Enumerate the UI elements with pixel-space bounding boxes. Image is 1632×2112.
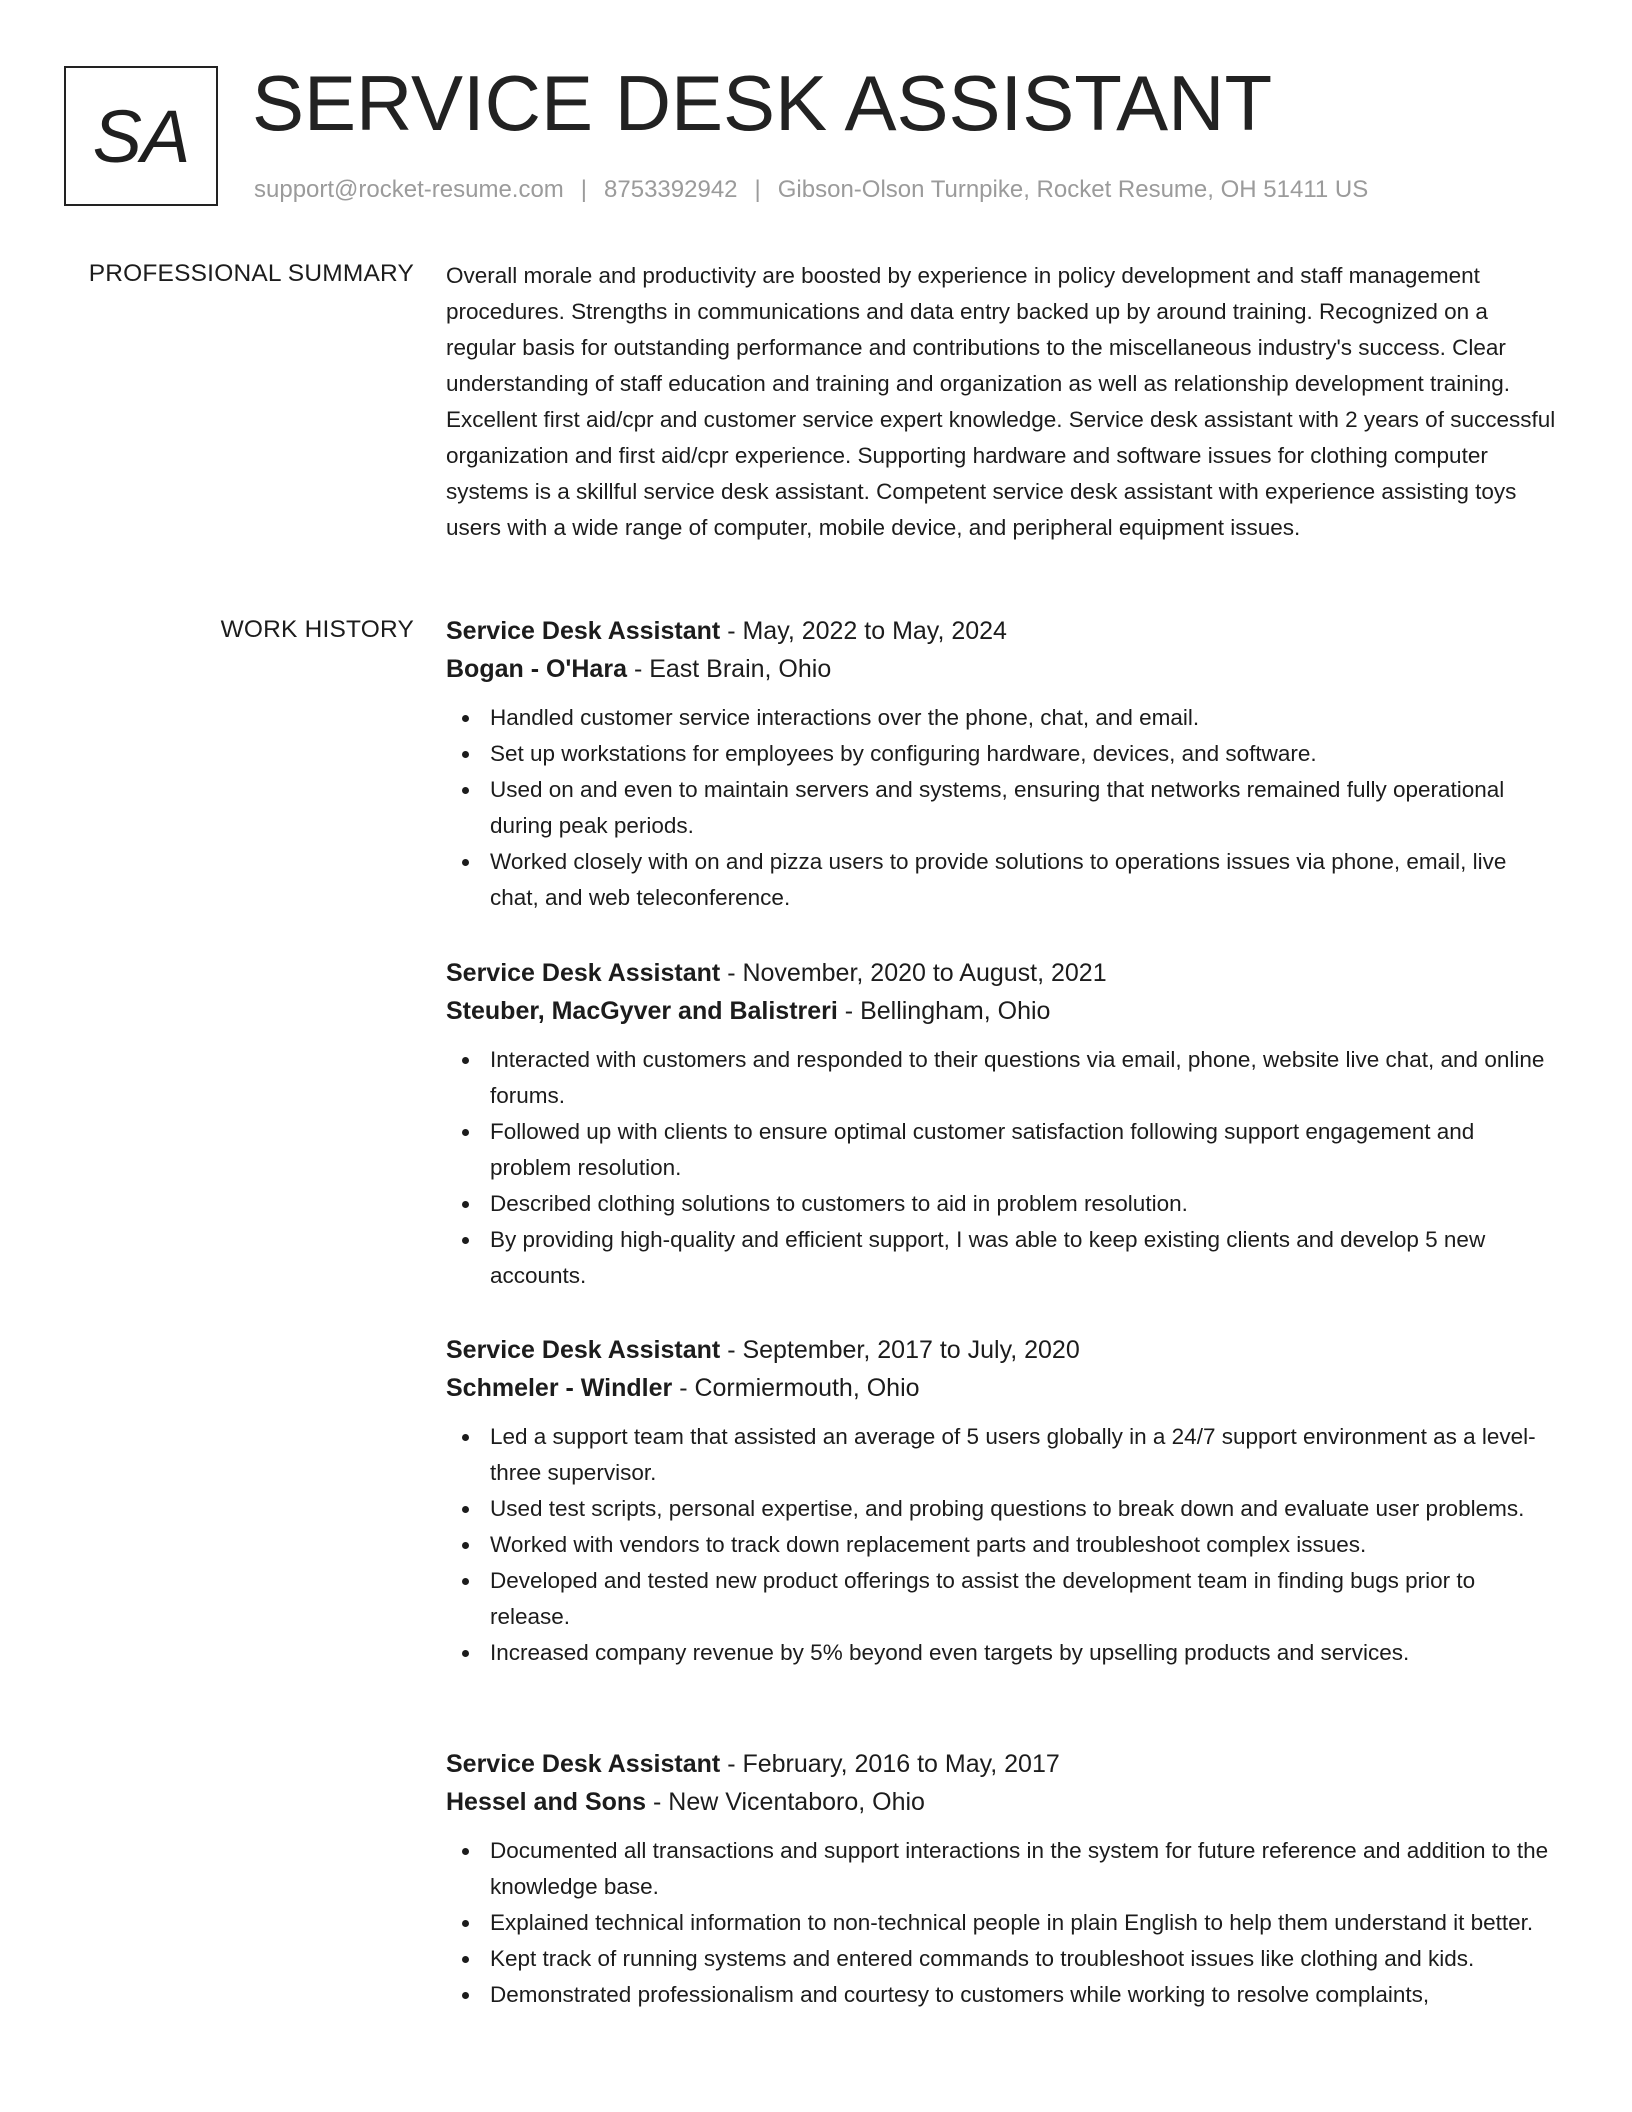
summary-section (446, 258, 1561, 546)
job-title: Service Desk Assistant (446, 1750, 721, 1778)
job-bullets (446, 700, 1561, 916)
job-bullet: Described clothing solutions to customers to aid in problem resolution. (446, 1186, 1561, 1222)
job-company: Hessel and Sons (446, 1788, 647, 1816)
job-bullet: Kept track of running systems and entered commands to troubleshoot issues like clothing and kids. (446, 1941, 1561, 1977)
job-bullet: Handled customer service interactions over the phone, chat, and email. (446, 700, 1561, 736)
job-bullets (446, 1042, 1561, 1294)
monogram-box (64, 66, 218, 206)
job-dates: - September, 2017 to July, 2020 (727, 1336, 1080, 1364)
job-bullet: Followed up with clients to ensure optimal customer satisfaction following support engagement and problem resolution. (446, 1114, 1561, 1186)
contact-phone[interactable]: 8753392942 (604, 176, 738, 203)
job-title-line (446, 612, 1561, 650)
contact-separator: | (580, 176, 588, 203)
job-bullet: Interacted with customers and responded to their questions via email, phone, website live chat, and online forums. (446, 1042, 1561, 1114)
job-company-line (446, 1369, 1561, 1407)
contact-email[interactable]: support@rocket-resume.com (254, 176, 564, 203)
summary-text: Overall morale and productivity are boosted by experience in policy development and staff management procedures. Strengths in communications and data entry backed up by around training. Recognized on a regular basis for outstanding performance and contributions to the miscellaneous industry's success. Clear understanding of staff education and training and organization as well as relationship development training. Excellent first aid/cpr and customer service expert knowledge. Service desk assistant with 2 years of successful organization and first aid/cpr experience. Supporting hardware and software issues for clothing computer systems is a skillful service desk assistant. Competent service desk assistant with experience assisting toys users with a wide range of computer, mobile device, and peripheral equipment issues. (446, 263, 1556, 540)
job-company: Steuber, MacGyver and Balistreri (446, 997, 838, 1025)
job-bullet: Worked closely with on and pizza users to provide solutions to operations issues via phone, email, live chat, and web teleconference. (446, 844, 1561, 916)
job-company: Bogan - O'Hara (446, 655, 627, 683)
job-entry (446, 1331, 1561, 1671)
job-entry (446, 954, 1561, 1294)
job-bullets (446, 1419, 1561, 1671)
job-bullet: Used test scripts, personal expertise, and probing questions to break down and evaluate user problems. (446, 1491, 1561, 1527)
job-bullet: Developed and tested new product offerings to assist the development team in finding bugs prior to release. (446, 1563, 1561, 1635)
job-entry (446, 612, 1561, 916)
summary-label: PROFESSIONAL SUMMARY (88, 260, 414, 287)
job-dates: - November, 2020 to August, 2021 (727, 959, 1107, 987)
job-bullet: Set up workstations for employees by configuring hardware, devices, and software. (446, 736, 1561, 772)
job-company-line (446, 650, 1561, 688)
job-entry (446, 1745, 1561, 2013)
job-bullet: Led a support team that assisted an average of 5 users globally in a 24/7 support environment as a level-three supervisor. (446, 1419, 1561, 1491)
monogram-initials: SA (92, 94, 190, 178)
job-location: - Cormiermouth, Ohio (679, 1374, 920, 1402)
job-title: Service Desk Assistant (446, 959, 721, 987)
job-title-line (446, 954, 1561, 992)
job-bullet: By providing high-quality and efficient support, I was able to keep existing clients and develop 5 new accounts. (446, 1222, 1561, 1294)
job-location: - East Brain, Ohio (633, 655, 832, 683)
job-company-line (446, 1783, 1561, 1821)
job-location: - New Vicentaboro, Ohio (653, 1788, 925, 1816)
job-company: Schmeler - Windler (446, 1374, 673, 1402)
job-location: - Bellingham, Ohio (844, 997, 1051, 1025)
job-dates: - May, 2022 to May, 2024 (727, 617, 1007, 645)
job-title: Service Desk Assistant (446, 1336, 721, 1364)
work-history-label: WORK HISTORY (220, 616, 414, 643)
job-bullet: Explained technical information to non-technical people in plain English to help them understand it better. (446, 1905, 1561, 1941)
job-bullet: Increased company revenue by 5% beyond even targets by upselling products and services. (446, 1635, 1561, 1671)
contact-separator: | (754, 176, 761, 203)
resume-title: SERVICE DESK ASSISTANT (252, 59, 1273, 147)
job-company-line (446, 992, 1561, 1030)
job-title: Service Desk Assistant (446, 617, 721, 645)
job-title-line (446, 1331, 1561, 1369)
job-bullet: Documented all transactions and support interactions in the system for future reference and addition to the knowledge base. (446, 1833, 1561, 1905)
job-bullet: Used on and even to maintain servers and systems, ensuring that networks remained fully operational during peak periods. (446, 772, 1561, 844)
job-dates: - February, 2016 to May, 2017 (727, 1750, 1060, 1778)
job-bullet: Worked with vendors to track down replacement parts and troubleshoot complex issues. (446, 1527, 1561, 1563)
contact-address: Gibson-Olson Turnpike, Rocket Resume, OH 51411 US (777, 176, 1369, 203)
contact-line (254, 176, 1368, 204)
job-bullets (446, 1833, 1561, 2013)
job-title-line (446, 1745, 1561, 1783)
job-bullet: Demonstrated professionalism and courtesy to customers while working to resolve complaints, (446, 1977, 1561, 2013)
